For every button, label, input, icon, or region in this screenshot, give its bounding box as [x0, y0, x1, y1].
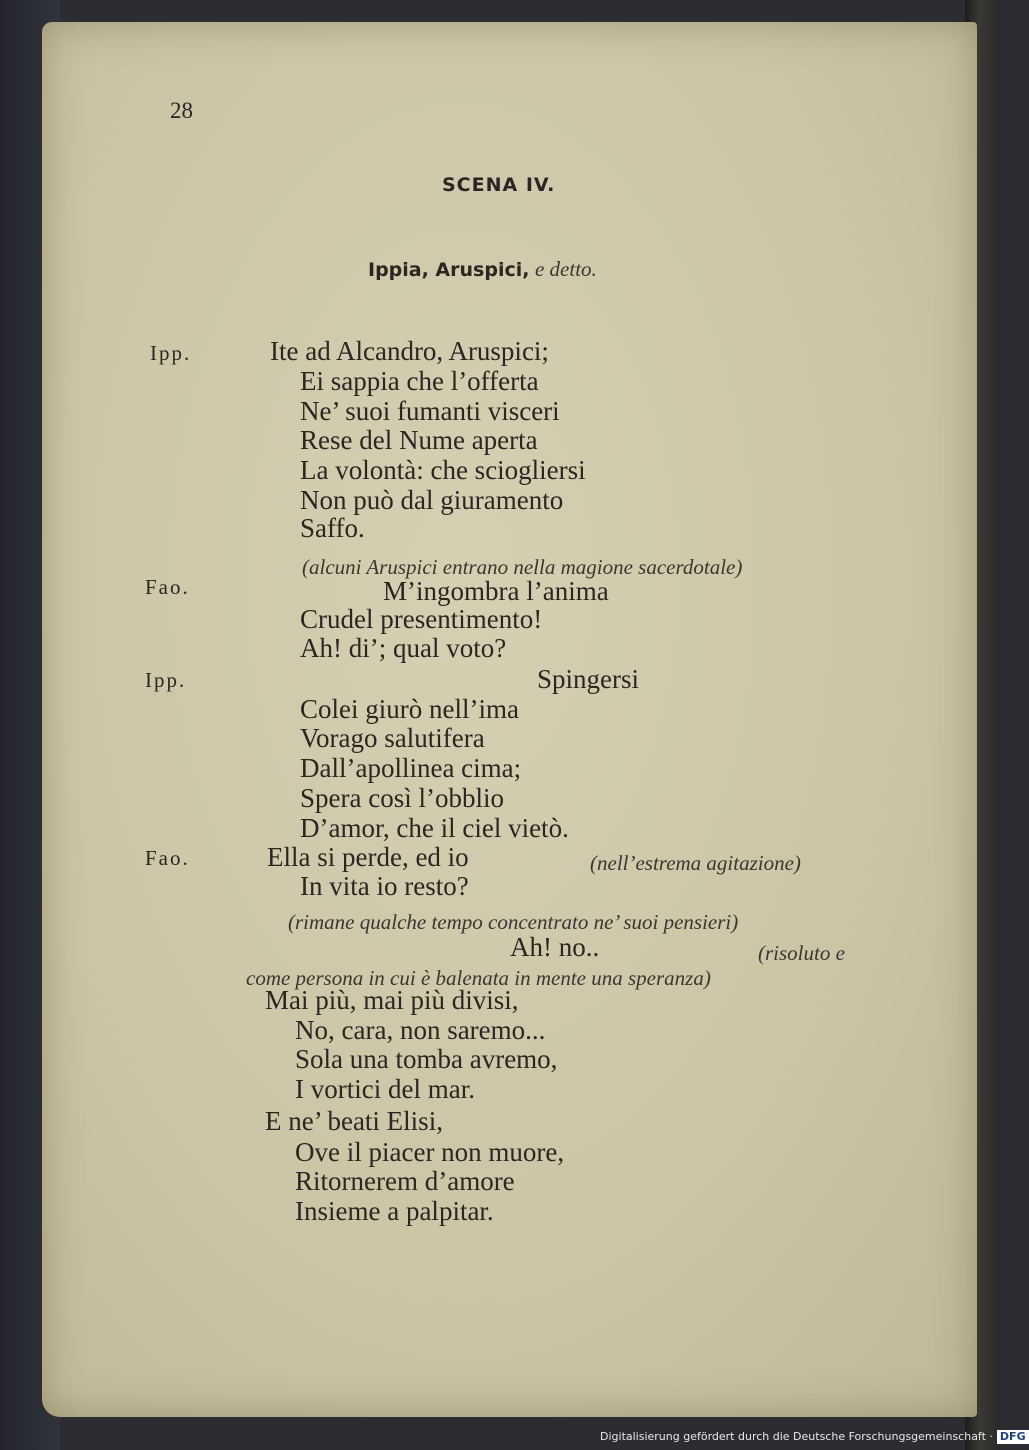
verse-line: Saffo.: [300, 513, 365, 543]
digitization-footer: [600, 1430, 1026, 1450]
stage-direction: (nell’estrema agitazione): [590, 851, 801, 875]
verse-line: In vita io resto?: [300, 871, 469, 901]
verse-line: Crudel presentimento!: [300, 604, 543, 634]
verse-line: Vorago salutifera: [300, 723, 485, 753]
stage-direction: (risoluto e: [758, 941, 845, 965]
verse-line: Spera così l’obblio: [300, 783, 504, 813]
speaker-label: Fao.: [145, 575, 190, 599]
verse-line: Ite ad Alcandro, Aruspici;: [270, 336, 549, 366]
verse-line: I vortici del mar.: [295, 1074, 475, 1104]
verse-line: Insieme a palpitar.: [295, 1196, 494, 1226]
stage-direction: come persona in cui è balenata in mente una speranza): [246, 966, 711, 990]
verse-line: Rese del Nume aperta: [300, 425, 538, 455]
verse-line: D’amor, che il ciel vietò.: [300, 813, 569, 843]
speaker-label: Fao.: [145, 846, 190, 870]
verse-line: Ei sappia che l’offerta: [300, 366, 539, 396]
verse-line: Ella si perde, ed io: [267, 842, 469, 872]
verse-line: Sola una tomba avremo,: [295, 1044, 558, 1074]
verse-line: Non può dal giuramento: [300, 485, 564, 515]
characters-note: e detto.: [534, 257, 597, 281]
stage-direction: (alcuni Aruspici entrano nella magione sacerdotale): [302, 555, 743, 579]
dfg-logo: DFG: [997, 1430, 1029, 1444]
verse-line: Ritornerem d’amore: [295, 1166, 515, 1196]
speaker-label: Ipp.: [145, 668, 187, 692]
characters-names: Ippia, Aruspici,: [368, 259, 530, 281]
speaker-label: Ipp.: [150, 341, 192, 365]
verse-line: La volontà: che sciogliersi: [300, 455, 586, 485]
verse-line: Ah! no..: [510, 932, 600, 962]
verse-line: Dall’apollinea cima;: [300, 753, 522, 783]
stage-direction: (rimane qualche tempo concentrato ne’ suoi pensieri): [288, 910, 739, 934]
characters-line: [368, 254, 597, 285]
verse-line: Colei giurò nell’ima: [300, 694, 519, 724]
page-number: 28: [170, 98, 193, 123]
verse-line: Mai più, mai più divisi,: [265, 985, 519, 1015]
verse-line: Ah! di’; qual voto?: [300, 633, 507, 663]
verse-line: E ne’ beati Elisi,: [265, 1106, 443, 1136]
verse-line: Ne’ suoi fumanti visceri: [300, 396, 560, 426]
verse-line: Spingersi: [537, 664, 640, 694]
footer-text: Digitalisierung gefördert durch die Deutsche Forschungsgemeinschaft ·: [600, 1430, 993, 1443]
scene-title: SCENA IV.: [442, 174, 556, 196]
verse-line: Ove il piacer non muore,: [295, 1137, 565, 1167]
verse-line: M’ingombra l’anima: [383, 576, 609, 606]
verse-line: No, cara, non saremo...: [295, 1015, 546, 1045]
